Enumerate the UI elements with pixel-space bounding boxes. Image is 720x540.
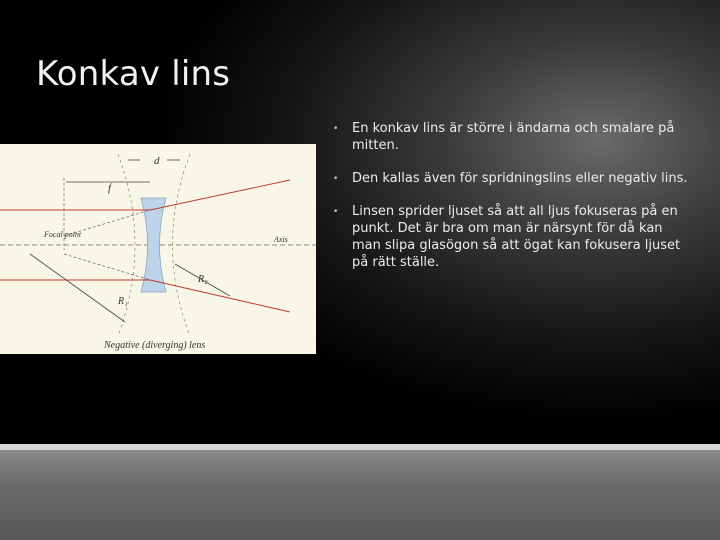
bullet-dot-icon: • bbox=[333, 124, 339, 134]
bullet-dot-icon: • bbox=[333, 174, 339, 184]
label-r1: R₁ bbox=[118, 296, 128, 307]
virtual-trace-lower bbox=[64, 254, 150, 280]
figure-caption: Negative (diverging) lens bbox=[104, 340, 206, 351]
bullet-text: En konkav lins är större i ändarna och smalare på mitten. bbox=[352, 121, 675, 153]
lens-diagram bbox=[0, 144, 316, 354]
radius-line-r1 bbox=[30, 254, 125, 322]
label-d: d bbox=[154, 155, 160, 167]
bullet-item bbox=[330, 203, 690, 271]
bottom-band bbox=[0, 444, 720, 540]
label-r2: R₂ bbox=[198, 274, 208, 285]
slide-title: Konkav lins bbox=[36, 54, 231, 94]
diverging-ray-upper bbox=[150, 180, 290, 210]
diverging-ray-lower bbox=[150, 280, 290, 312]
bullet-item bbox=[330, 170, 690, 187]
bullet-list bbox=[330, 120, 690, 287]
bullet-text: Linsen sprider ljuset så att all ljus fokuseras på en punkt. Det är bra om man är närsynt för då kan man slipa glasögon så att ögat kan fokusera ljuset på rätt ställe. bbox=[352, 204, 681, 270]
bullet-dot-icon: • bbox=[333, 207, 339, 217]
bullet-text: Den kallas även för spridningslins eller negativ lins. bbox=[352, 171, 688, 186]
label-f: f bbox=[108, 182, 112, 194]
label-focal-point: Focal point bbox=[44, 230, 82, 239]
label-axis: Axis bbox=[274, 235, 288, 244]
bullet-item bbox=[330, 120, 690, 154]
